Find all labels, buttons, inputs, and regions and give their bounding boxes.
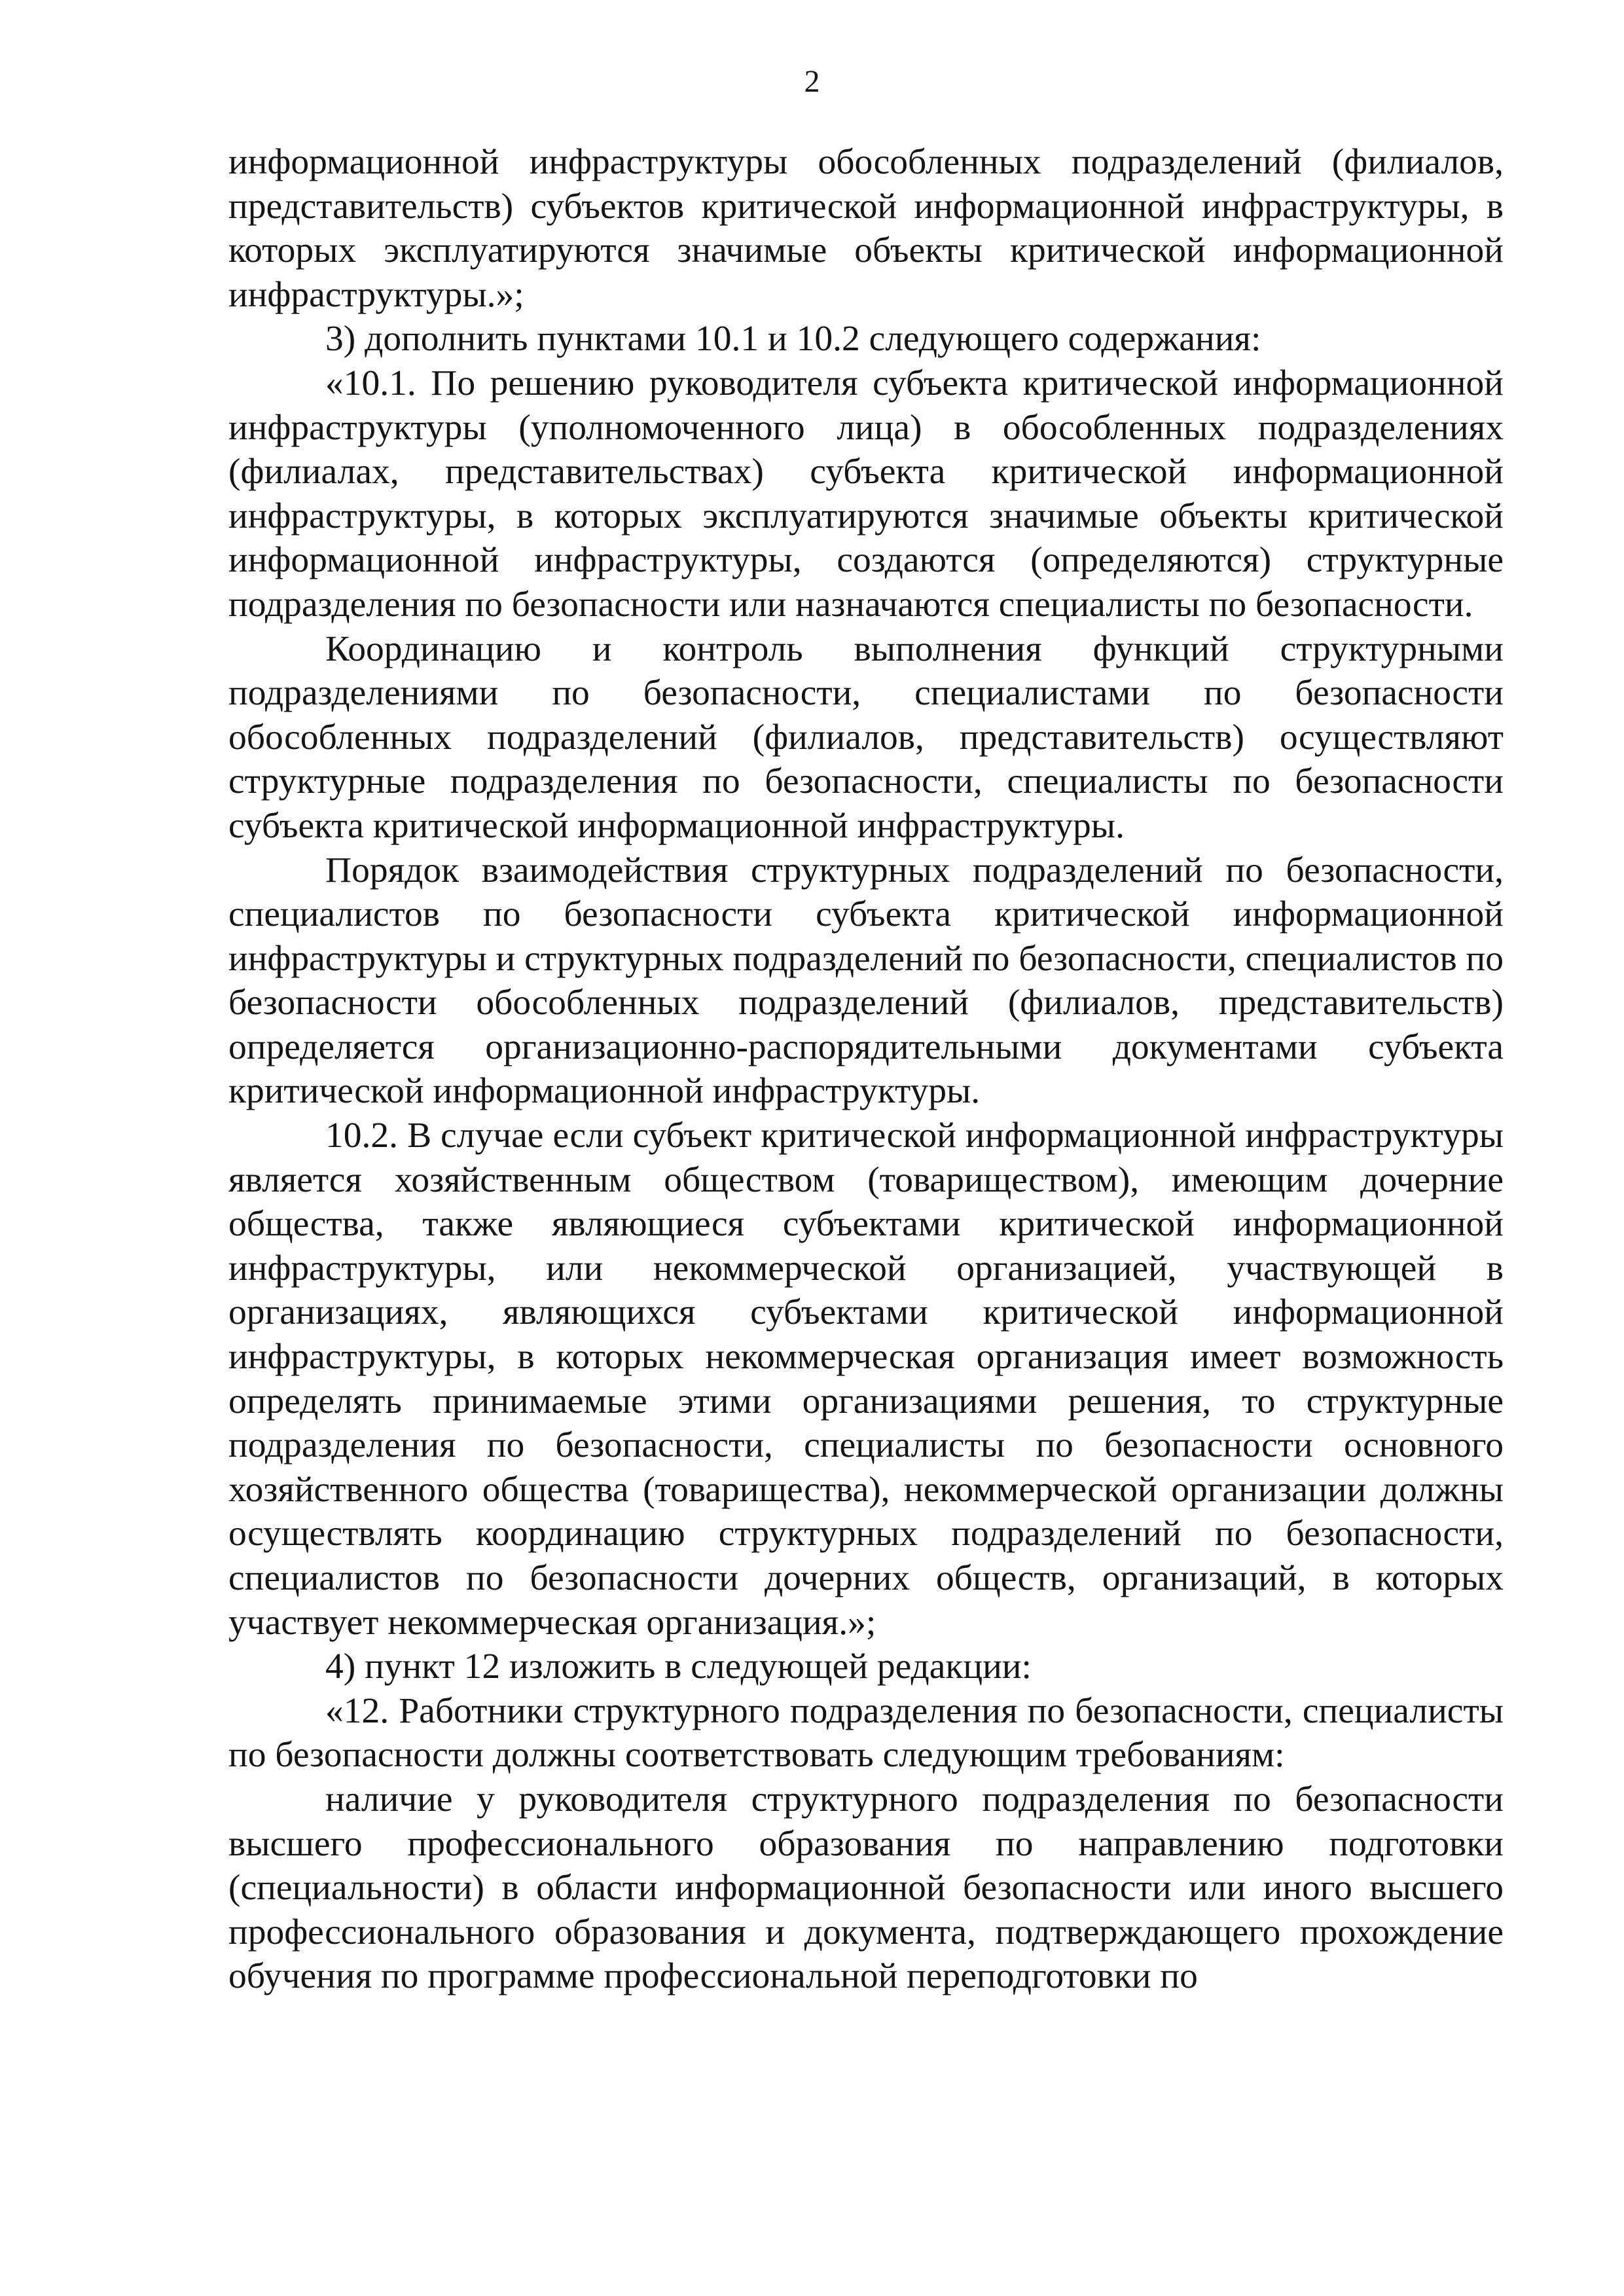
paragraph-item-4: 4) пункт 12 изложить в следующей редакции:	[325, 1647, 1032, 1687]
paragraph-item-3: 3) дополнить пунктами 10.1 и 10.2 следующего содержания:	[325, 319, 1261, 359]
paragraph-clause-12: «12. Работники структурного подразделения по безопасности, специалисты по безопасности должны соответствовать следующим требованиям:	[228, 1690, 1504, 1776]
page-number: 2	[804, 64, 820, 99]
paragraph-interaction-order: Порядок взаимодействия структурных подразделений по безопасности, специалистов по безопасности субъекта критической информационной инфраструктуры и структурных подразделений по безопасности, специалистов по безопасности обособленных подразделений (филиалов, представительств) определяется организационно-распорядительными документами субъекта критической информационной инфраструктуры.	[228, 850, 1504, 1112]
paragraph-clause-10-2: 10.2. В случае если субъект критической информационной инфраструктуры является хозяйственным обществом (товариществом), имеющим дочерние общества, также являющиеся субъектами критической информационной инфраструктуры, или некоммерческой организацией, участвующей в организациях, являющихся субъектами критической информационной инфраструктуры, в которых некоммерческая организация имеет возможность определять принимаемые этими организациями решения, то структурные подразделения по безопасности, специалисты по безопасности основного хозяйственного общества (товарищества), некоммерческой организации должны осуществлять координацию структурных подразделений по безопасности, специалистов по безопасности дочерних обществ, организаций, в которых участвует некоммерческая организация.»;	[228, 1116, 1504, 1643]
paragraph-clause-10-1: «10.1. По решению руководителя субъекта критической информационной инфраструктуры (уполномоченного лица) в обособленных подразделениях (филиалах, представительствах) субъекта критической информационной инфраструктуры, в которых эксплуатируются значимые объекты критической информационной инфраструктуры, создаются (определяются) структурные подразделения по безопасности или назначаются специалисты по безопасности.	[228, 363, 1504, 625]
paragraph-requirements: наличие у руководителя структурного подразделения по безопасности высшего профессионального образования по направлению подготовки (специальности) в области информационной безопасности или иного высшего профессионального образования и документа, подтверждающего прохождение обучения по программе профессиональной переподготовки по	[228, 1779, 1504, 1997]
paragraph-continuation: информационной инфраструктуры обособленных подразделений (филиалов, представительств) субъектов критической информационной инфраструктуры, в которых эксплуатируются значимые объекты критической информационной инфраструктуры.»;	[228, 142, 1504, 315]
document-body	[228, 140, 1504, 1999]
paragraph-coordination: Координацию и контроль выполнения функций структурными подразделениями по безопасности, специалистами по безопасности обособленных подразделений (филиалов, представительств) осуществляют структурные подразделения по безопасности, специалисты по безопасности субъекта критической информационной инфраструктуры.	[228, 629, 1504, 846]
